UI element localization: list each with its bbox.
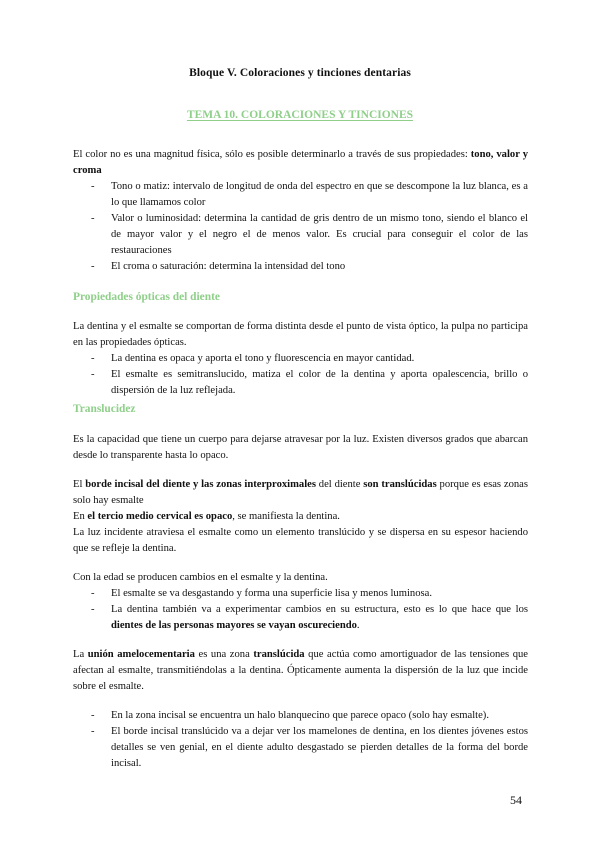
translucidez-paragraph-4: La luz incidente atraviesa el esmalte como un elemento translúcido y se dispersa en su espesor haciendo que se refleje la dentina. <box>73 527 528 554</box>
propiedades-heading: Propiedades ópticas del diente <box>73 291 220 303</box>
text-run: del diente <box>316 479 364 490</box>
list-item: - Valor o luminosidad: determina la cantidad de gris dentro de un mismo tono, siendo el blanco el de mayor valor y el negro el de menos valor. Es crucial para conseguir el color de las restauraciones <box>91 211 528 259</box>
list-item: - En la zona incisal se encuentra un halo blanquecino que parece opaco (solo hay esmalte). <box>91 708 528 724</box>
propiedades-paragraph: La dentina y el esmalte se comportan de forma distinta desde el punto de vista óptico, la pulpa no participa en las propiedades ópticas. <box>73 321 528 348</box>
list-item: - El borde incisal translúcido va a dejar ver los mamelones de dentina, en los dientes jóvenes estos detalles se ven genial, en el diente adulto desgastado se pierden detalles de la forma del borde incisal. <box>91 724 528 772</box>
translucidez-heading: Translucidez <box>73 403 136 415</box>
propiedades-section <box>73 319 528 399</box>
text-run: El <box>73 479 86 490</box>
list-item: - El croma o saturación: determina la intensidad del tono <box>91 259 528 275</box>
bold-run: son translúcidas <box>363 479 437 490</box>
intro-paragraph <box>73 147 528 179</box>
list-item: - El esmalte se va desgastando y forma una superficie lisa y menos luminosa. <box>91 586 528 602</box>
translucidez-paragraph-1: Es la capacidad que tiene un cuerpo para dejarse atravesar por la luz. Existen diversos grados que abarcan desde lo transparente hasta lo opaco. <box>73 434 528 461</box>
bloque-title: Bloque V. Coloraciones y tinciones dentarias <box>189 67 411 79</box>
text-run: que actúa como amortiguador de las tensiones que afectan al esmalte, transmitiéndolas a la dentina. Ópticamente aumenta la dispersión de la luz que incide sobre el esmalte. <box>73 649 528 692</box>
translucidez-paragraph-2 <box>73 477 528 509</box>
list-item: - La dentina es opaca y aporta el tono y fluorescencia en mayor cantidad. <box>91 351 528 367</box>
bold-run: el tercio medio cervical es opaco <box>87 511 233 522</box>
propiedades-list <box>73 351 528 399</box>
bold-run: translúcida <box>253 649 305 660</box>
bold-run: borde incisal del diente y las zonas interproximales <box>85 479 316 490</box>
text-run: En <box>73 511 88 522</box>
page-number: 54 <box>510 793 522 807</box>
text-run: . <box>356 620 360 631</box>
list-item: - El esmalte es semitranslucido, matiza el color de la dentina y aporta opalescencia, brillo o dispersión de la luz reflejada. <box>91 367 528 399</box>
translucidez-paragraph-3 <box>73 509 528 525</box>
intro-bold: tono, valor y croma <box>73 149 528 176</box>
text-run: , se manifiesta la dentina. <box>232 511 340 522</box>
bold-run: unión amelocementaria <box>87 649 195 660</box>
intro-text: El color no es una magnitud física, sólo es posible determinarlo a través de sus propiedades: <box>73 149 468 160</box>
tema-title: TEMA 10. COLORACIONES Y TINCIONES <box>186 109 414 121</box>
translucidez-paragraph-6 <box>73 647 528 695</box>
incisal-list <box>73 708 528 772</box>
intro-list <box>73 179 528 275</box>
text-run: es una zona <box>194 649 254 660</box>
list-item <box>91 602 528 634</box>
translucidez-section <box>73 432 528 772</box>
text-run: porque es esas zonas solo hay esmalte <box>73 479 528 506</box>
text-run: La <box>73 649 88 660</box>
list-item: - Tono o matiz: intervalo de longitud de onda del espectro en que se descompone la luz blanca, es a lo que llamamos color <box>91 179 528 211</box>
text-run: La dentina también va a experimentar cambios en su estructura, esto es lo que hace que los <box>111 604 528 615</box>
edad-list <box>73 586 528 634</box>
intro-section <box>73 147 528 275</box>
translucidez-paragraph-5: Con la edad se producen cambios en el esmalte y la dentina. <box>73 572 328 583</box>
bold-run: dientes de las personas mayores se vayan oscureciendo <box>111 620 357 631</box>
